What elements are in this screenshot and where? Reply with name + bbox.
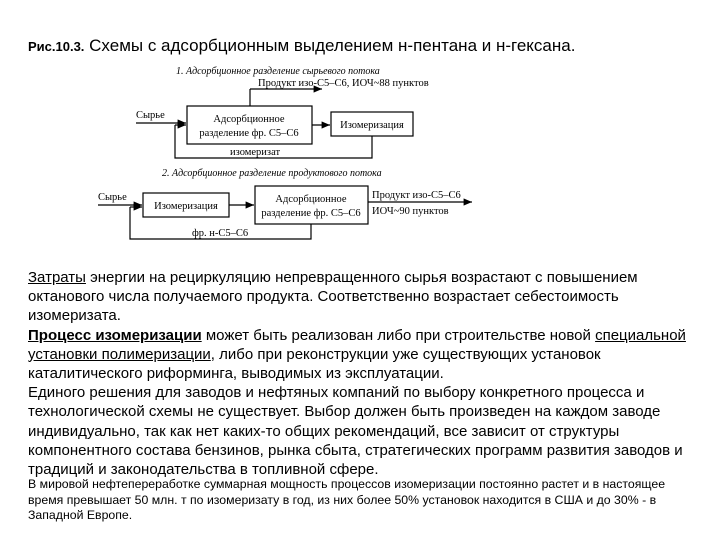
scheme1-product: Продукт изо-С5–С6, ИОЧ~88 пунктов	[258, 78, 429, 89]
paragraph-choice: Единого решения для заводов и нефтяных компаний по выбору конкретного процесса и технологической схемы не существует. Выбор должен быть произведен на каждом заводе индивидуально, так как нет каких-то общих рекомендаций, все зависит от структуры компонентного состава бензинов, рынка сбыта, стратегических программ развития заводов и традиций и законодательства в топливной сфере.	[28, 384, 683, 479]
paragraph-world-capacity: В мировой нефтепереработке суммарная мощность процессов изомеризации постоянно растет и в настоящее время превышает 50 млн. т по изомеризату в год, из них более 50% установок находится в США и до 30% - в Западной Европе.	[28, 477, 666, 523]
scheme1-recycle: изомеризат	[230, 147, 281, 158]
scheme2-isomerization-label: Изомеризация	[154, 201, 218, 212]
figure-caption	[28, 36, 698, 57]
body-text	[28, 268, 700, 479]
paragraph-costs	[28, 268, 700, 326]
process-lead: Процесс изомеризации	[28, 326, 202, 344]
scheme1-isomerization-label: Изомеризация	[340, 120, 404, 131]
scheme2-product-line1: Продукт изо-С5–С6	[372, 190, 461, 201]
scheme2-adsorption-label2: разделение фр. С5–С6	[261, 208, 361, 219]
process-schemes	[80, 62, 640, 248]
scheme2-feed: Сырье	[98, 192, 127, 203]
scheme1-feed: Сырье	[136, 110, 165, 121]
process-link: специальной установки полимеризации	[28, 326, 686, 363]
scheme1-adsorption-label1: Адсорбционное	[213, 114, 285, 125]
scheme1-adsorption-label2: разделение фр. С5–С6	[199, 128, 299, 139]
process-mid: может быть реализован либо при строительстве новой	[201, 326, 596, 344]
scheme2-heading: 2. Адсорбционное разделение продуктового потока	[162, 168, 382, 179]
scheme2-adsorption-label1: Адсорбционное	[275, 194, 347, 205]
scheme1-heading: 1. Адсорбционное разделение сырьевого потока	[176, 66, 380, 77]
costs-lead: Затраты	[28, 269, 86, 286]
costs-text: энергии на рециркуляцию непревращенного сырья возрастают с повышением октанового числа получаемого продукта. Соответственно возрастает себестоимость изомеризата.	[28, 269, 638, 325]
figure-label: Рис.10.3.	[28, 39, 85, 54]
scheme2-recycle: фр. н-С5–С6	[192, 228, 249, 239]
scheme2-product-line2: ИОЧ~90 пунктов	[372, 206, 449, 217]
process-rest: , либо при реконструкции уже существующих установок каталитического риформинга, выводимых из эксплуатации.	[28, 345, 601, 383]
figure-title: Схемы с адсорбционным выделением н-пентана и н-гексана.	[89, 36, 576, 55]
paragraph-process	[28, 326, 700, 384]
